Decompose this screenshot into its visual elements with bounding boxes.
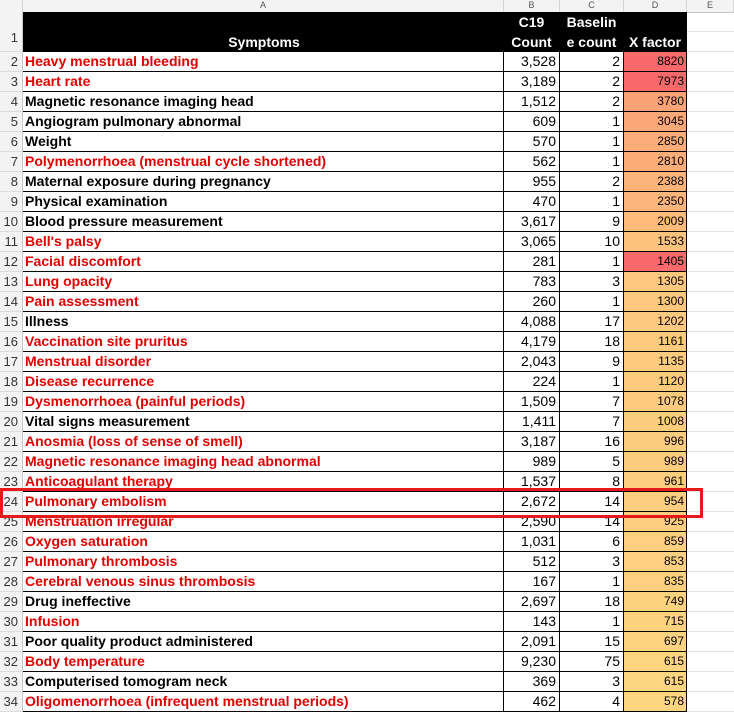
xfactor-cell[interactable]: 989	[624, 452, 687, 472]
xfactor-cell[interactable]: 2810	[624, 152, 687, 172]
row-number[interactable]: 9	[0, 192, 23, 212]
baseline-count-cell[interactable]: 1	[560, 152, 624, 172]
c19-count-cell[interactable]: 562	[504, 152, 560, 172]
table-row	[0, 432, 734, 452]
row-number[interactable]: 20	[0, 412, 23, 432]
header-row	[0, 12, 734, 52]
symptom-cell[interactable]: Vital signs measurement	[23, 412, 504, 432]
header-baseline-line2: e count	[566, 34, 617, 50]
baseline-count-cell[interactable]: 7	[560, 412, 624, 432]
c19-count-cell[interactable]: 260	[504, 292, 560, 312]
baseline-count-cell[interactable]: 10	[560, 232, 624, 252]
baseline-count-cell[interactable]: 8	[560, 472, 624, 492]
symptom-cell[interactable]: Vaccination site pruritus	[23, 332, 504, 352]
symptom-cell[interactable]: Magnetic resonance imaging head abnormal	[23, 452, 504, 472]
baseline-count-cell[interactable]: 6	[560, 532, 624, 552]
baseline-count-cell[interactable]: 17	[560, 312, 624, 332]
symptom-cell[interactable]: Anosmia (loss of sense of smell)	[23, 432, 504, 452]
row-number[interactable]: 11	[0, 232, 23, 252]
row-number[interactable]: 18	[0, 372, 23, 392]
row-number[interactable]: 26	[0, 532, 23, 552]
symptom-cell[interactable]: Maternal exposure during pregnancy	[23, 172, 504, 192]
header-c19-line1: C19	[518, 14, 545, 30]
c19-count-cell[interactable]: 955	[504, 172, 560, 192]
baseline-count-cell[interactable]: 7	[560, 392, 624, 412]
c19-count-cell[interactable]: 3,189	[504, 72, 560, 92]
table-row	[0, 572, 734, 592]
c19-count-cell[interactable]: 783	[504, 272, 560, 292]
xfactor-cell[interactable]: 1300	[624, 292, 687, 312]
row-number[interactable]: 31	[0, 632, 23, 652]
baseline-count-cell[interactable]: 3	[560, 672, 624, 692]
c19-count-cell[interactable]: 1,509	[504, 392, 560, 412]
c19-count-cell[interactable]: 2,672	[504, 492, 560, 512]
c19-count-cell[interactable]: 989	[504, 452, 560, 472]
symptom-cell[interactable]: Polymenorrhoea (menstrual cycle shortened)	[23, 152, 504, 172]
baseline-count-cell[interactable]: 4	[560, 692, 624, 712]
symptom-cell[interactable]: Pulmonary thrombosis	[23, 552, 504, 572]
c19-count-cell[interactable]: 1,512	[504, 92, 560, 112]
row-number[interactable]: 8	[0, 172, 23, 192]
table-row	[0, 72, 734, 92]
baseline-count-cell[interactable]: 1	[560, 132, 624, 152]
table-row	[0, 132, 734, 152]
baseline-count-cell[interactable]: 3	[560, 272, 624, 292]
column-header-c[interactable]: C	[560, 0, 624, 12]
row-number[interactable]: 19	[0, 392, 23, 412]
row-number[interactable]: 32	[0, 652, 23, 672]
table-row	[0, 92, 734, 112]
xfactor-cell[interactable]: 715	[624, 612, 687, 632]
table-row	[0, 352, 734, 372]
table-row	[0, 672, 734, 692]
xfactor-cell[interactable]: 2388	[624, 172, 687, 192]
baseline-count-cell[interactable]: 75	[560, 652, 624, 672]
select-all-corner[interactable]	[0, 0, 23, 12]
symptom-cell[interactable]: Weight	[23, 132, 504, 152]
baseline-count-cell[interactable]: 2	[560, 172, 624, 192]
symptom-cell[interactable]: Angiogram pulmonary abnormal	[23, 112, 504, 132]
c19-count-cell[interactable]: 3,065	[504, 232, 560, 252]
xfactor-cell[interactable]: 1405	[624, 252, 687, 272]
row-number[interactable]: 30	[0, 612, 23, 632]
baseline-count-cell[interactable]: 14	[560, 492, 624, 512]
baseline-count-cell[interactable]: 1	[560, 612, 624, 632]
xfactor-cell[interactable]: 697	[624, 632, 687, 652]
symptom-cell[interactable]: Heavy menstrual bleeding	[23, 52, 504, 72]
c19-count-cell[interactable]: 3,187	[504, 432, 560, 452]
baseline-count-cell[interactable]: 1	[560, 192, 624, 212]
row-number[interactable]: 6	[0, 132, 23, 152]
row-number[interactable]: 24	[0, 492, 23, 512]
xfactor-cell[interactable]: 961	[624, 472, 687, 492]
c19-count-cell[interactable]: 470	[504, 192, 560, 212]
c19-count-cell[interactable]: 167	[504, 572, 560, 592]
c19-count-cell[interactable]: 224	[504, 372, 560, 392]
row-number[interactable]: 7	[0, 152, 23, 172]
table-row	[0, 272, 734, 292]
xfactor-cell[interactable]: 749	[624, 592, 687, 612]
row-number[interactable]: 22	[0, 452, 23, 472]
row-number[interactable]: 12	[0, 252, 23, 272]
xfactor-cell[interactable]: 615	[624, 672, 687, 692]
c19-count-cell[interactable]: 3,528	[504, 52, 560, 72]
xfactor-cell[interactable]: 1161	[624, 332, 687, 352]
symptom-cell[interactable]: Drug ineffective	[23, 592, 504, 612]
c19-count-cell[interactable]: 369	[504, 672, 560, 692]
xfactor-cell[interactable]: 1135	[624, 352, 687, 372]
row-number[interactable]: 15	[0, 312, 23, 332]
c19-count-cell[interactable]: 3,617	[504, 212, 560, 232]
xfactor-cell[interactable]: 1305	[624, 272, 687, 292]
row-number[interactable]: 10	[0, 212, 23, 232]
baseline-count-cell[interactable]: 14	[560, 512, 624, 532]
table-row	[0, 212, 734, 232]
baseline-count-cell[interactable]: 18	[560, 332, 624, 352]
symptom-cell[interactable]: Body temperature	[23, 652, 504, 672]
header-baseline-line1: Baselin	[566, 14, 617, 30]
baseline-count-cell[interactable]: 15	[560, 632, 624, 652]
xfactor-cell[interactable]: 835	[624, 572, 687, 592]
symptom-cell[interactable]: Bell's palsy	[23, 232, 504, 252]
symptom-cell[interactable]: Facial discomfort	[23, 252, 504, 272]
c19-count-cell[interactable]: 281	[504, 252, 560, 272]
c19-count-cell[interactable]: 9,230	[504, 652, 560, 672]
table-row	[0, 232, 734, 252]
baseline-count-cell[interactable]: 2	[560, 92, 624, 112]
symptom-cell[interactable]: Dysmenorrhoea (painful periods)	[23, 392, 504, 412]
table-row	[0, 692, 734, 712]
symptom-cell[interactable]: Heart rate	[23, 72, 504, 92]
table-row	[0, 52, 734, 72]
xfactor-cell[interactable]: 3780	[624, 92, 687, 112]
c19-count-cell[interactable]: 2,590	[504, 512, 560, 532]
row-number[interactable]: 4	[0, 92, 23, 112]
c19-count-cell[interactable]: 1,411	[504, 412, 560, 432]
xfactor-cell[interactable]: 954	[624, 492, 687, 512]
c19-count-cell[interactable]: 2,697	[504, 592, 560, 612]
baseline-count-cell[interactable]: 2	[560, 72, 624, 92]
xfactor-cell[interactable]: 3045	[624, 112, 687, 132]
column-header-a[interactable]: A	[23, 0, 504, 12]
xfactor-cell[interactable]: 1533	[624, 232, 687, 252]
header-symptoms-cell[interactable]: Symptoms	[23, 12, 504, 52]
row-number[interactable]: 3	[0, 72, 23, 92]
column-header-b[interactable]: B	[504, 0, 560, 12]
row-number[interactable]: 29	[0, 592, 23, 612]
column-e-empty-cells[interactable]	[687, 12, 734, 716]
table-row	[0, 292, 734, 312]
table-row	[0, 152, 734, 172]
c19-count-cell[interactable]: 609	[504, 112, 560, 132]
table-row	[0, 492, 734, 512]
header-c19-line2: Count	[511, 34, 552, 50]
c19-count-cell[interactable]: 570	[504, 132, 560, 152]
baseline-count-cell[interactable]: 1	[560, 572, 624, 592]
table-row	[0, 632, 734, 652]
table-row	[0, 652, 734, 672]
row-number[interactable]: 2	[0, 52, 23, 72]
baseline-count-cell[interactable]: 18	[560, 592, 624, 612]
c19-count-cell[interactable]: 2,091	[504, 632, 560, 652]
baseline-count-cell[interactable]: 1	[560, 252, 624, 272]
xfactor-cell[interactable]: 925	[624, 512, 687, 532]
c19-count-cell[interactable]: 512	[504, 552, 560, 572]
table-row	[0, 532, 734, 552]
symptom-cell[interactable]: Oxygen saturation	[23, 532, 504, 552]
table-row	[0, 552, 734, 572]
row-number[interactable]: 33	[0, 672, 23, 692]
table-row	[0, 372, 734, 392]
xfactor-cell[interactable]: 2850	[624, 132, 687, 152]
symptom-cell[interactable]: Menstruation irregular	[23, 512, 504, 532]
symptom-cell[interactable]: Illness	[23, 312, 504, 332]
table-row	[0, 472, 734, 492]
row-number[interactable]: 16	[0, 332, 23, 352]
xfactor-cell[interactable]: 578	[624, 692, 687, 712]
symptom-cell[interactable]: Pain assessment	[23, 292, 504, 312]
symptom-cell[interactable]: Infusion	[23, 612, 504, 632]
symptom-cell[interactable]: Physical examination	[23, 192, 504, 212]
row-number[interactable]: 21	[0, 432, 23, 452]
c19-count-cell[interactable]: 462	[504, 692, 560, 712]
table-row	[0, 192, 734, 212]
xfactor-cell[interactable]: 2350	[624, 192, 687, 212]
symptom-cell[interactable]: Pulmonary embolism	[23, 492, 504, 512]
table-row	[0, 512, 734, 532]
symptom-cell[interactable]: Cerebral venous sinus thrombosis	[23, 572, 504, 592]
baseline-count-cell[interactable]: 3	[560, 552, 624, 572]
xfactor-cell[interactable]: 615	[624, 652, 687, 672]
c19-count-cell[interactable]: 4,179	[504, 332, 560, 352]
table-row	[0, 112, 734, 132]
row-number[interactable]: 13	[0, 272, 23, 292]
row-number[interactable]: 34	[0, 692, 23, 712]
symptom-cell[interactable]: Oligomenorrhoea (infrequent menstrual periods)	[23, 692, 504, 712]
xfactor-cell[interactable]: 1120	[624, 372, 687, 392]
c19-count-cell[interactable]: 1,031	[504, 532, 560, 552]
row-number[interactable]: 28	[0, 572, 23, 592]
table-row	[0, 172, 734, 192]
symptom-cell[interactable]: Lung opacity	[23, 272, 504, 292]
table-row	[0, 392, 734, 412]
xfactor-cell[interactable]: 7973	[624, 72, 687, 92]
symptom-cell[interactable]: Anticoagulant therapy	[23, 472, 504, 492]
c19-count-cell[interactable]: 2,043	[504, 352, 560, 372]
xfactor-cell[interactable]: 1202	[624, 312, 687, 332]
xfactor-cell[interactable]: 996	[624, 432, 687, 452]
table-row	[0, 252, 734, 272]
symptom-cell[interactable]: Blood pressure measurement	[23, 212, 504, 232]
column-header-e[interactable]: E	[687, 0, 734, 12]
table-row	[0, 412, 734, 432]
baseline-count-cell[interactable]: 5	[560, 452, 624, 472]
column-header-d[interactable]: D	[624, 0, 687, 12]
table-row	[0, 592, 734, 612]
row-number[interactable]: 17	[0, 352, 23, 372]
table-row	[0, 332, 734, 352]
row-number[interactable]: 5	[0, 112, 23, 132]
symptom-cell[interactable]: Poor quality product administered	[23, 632, 504, 652]
table-row	[0, 312, 734, 332]
baseline-count-cell[interactable]: 2	[560, 52, 624, 72]
symptom-cell[interactable]: Disease recurrence	[23, 372, 504, 392]
row-number[interactable]: 23	[0, 472, 23, 492]
header-c19-count-cell[interactable]	[504, 12, 560, 52]
baseline-count-cell[interactable]: 1	[560, 112, 624, 132]
baseline-count-cell[interactable]: 16	[560, 432, 624, 452]
table-row	[0, 452, 734, 472]
xfactor-cell[interactable]: 2009	[624, 212, 687, 232]
row-number[interactable]: 27	[0, 552, 23, 572]
c19-count-cell[interactable]: 1,537	[504, 472, 560, 492]
row-number[interactable]: 1	[0, 12, 23, 52]
xfactor-cell[interactable]: 1078	[624, 392, 687, 412]
xfactor-cell[interactable]: 859	[624, 532, 687, 552]
xfactor-cell[interactable]: 8820	[624, 52, 687, 72]
c19-count-cell[interactable]: 4,088	[504, 312, 560, 332]
xfactor-cell[interactable]: 853	[624, 552, 687, 572]
baseline-count-cell[interactable]: 9	[560, 212, 624, 232]
baseline-count-cell[interactable]: 1	[560, 292, 624, 312]
header-xfactor-cell[interactable]: X factor	[624, 12, 687, 52]
xfactor-cell[interactable]: 1008	[624, 412, 687, 432]
row-number[interactable]: 25	[0, 512, 23, 532]
baseline-count-cell[interactable]: 1	[560, 372, 624, 392]
baseline-count-cell[interactable]: 9	[560, 352, 624, 372]
table-row	[0, 612, 734, 632]
symptom-cell[interactable]: Menstrual disorder	[23, 352, 504, 372]
header-baseline-count-cell[interactable]	[560, 12, 624, 52]
row-number[interactable]: 14	[0, 292, 23, 312]
symptom-cell[interactable]: Computerised tomogram neck	[23, 672, 504, 692]
c19-count-cell[interactable]: 143	[504, 612, 560, 632]
symptom-cell[interactable]: Magnetic resonance imaging head	[23, 92, 504, 112]
